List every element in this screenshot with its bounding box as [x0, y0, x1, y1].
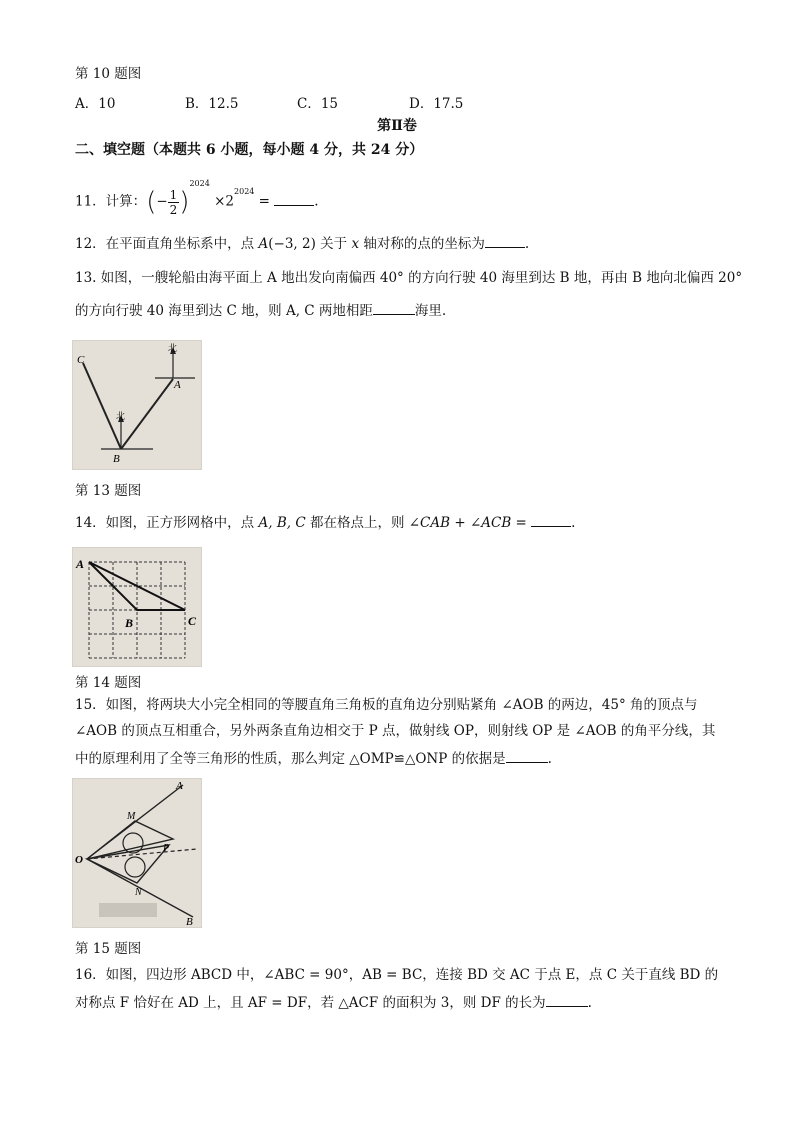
q16-line-2: [75, 992, 592, 1013]
q14-points: A, B, C: [258, 515, 306, 531]
q12-answer-blank[interactable]: [485, 233, 525, 248]
q15-label-p: P: [163, 843, 170, 854]
q12-coords: (−3, 2): [268, 236, 316, 252]
q11-denominator: 2: [169, 202, 178, 217]
q15-figure: [72, 778, 202, 928]
q15-label-m: M: [127, 811, 136, 822]
q13-line-2: [75, 300, 446, 321]
q11-exponent-2: 2024: [234, 187, 255, 196]
section-title: 二、填空题（本题共 6 小题，每小题 4 分，共 24 分）: [75, 142, 424, 158]
q13-line-1: 13. 如图，一艘轮船由海平面上 A 地出发向南偏西 40° 的方向行驶 40 海里到达 B 地，再由 B 地向北偏西 20°: [75, 270, 743, 286]
q13-label-a: A: [174, 379, 181, 391]
q15-label-b: B: [186, 916, 193, 927]
q14-diagram: [73, 548, 201, 666]
q10-figure-caption: 第 10 题图: [75, 66, 142, 82]
q11-right-paren: ): [179, 187, 190, 217]
q15-end: .: [547, 751, 552, 767]
q11-prefix: 11．计算：: [75, 193, 147, 210]
q10-option-a: A．10: [75, 96, 116, 112]
q11-end: .: [314, 193, 319, 210]
q12-text-c: 轴对称的点的坐标为: [363, 236, 485, 252]
q15-hole-upper-icon: [123, 833, 143, 853]
q13-diagram: [73, 341, 201, 469]
q16-line-2-text: 对称点 F 恰好在 AD 上，且 AF = DF，若 △ACF 的面积为 3，则 DF 的长为: [75, 995, 546, 1011]
q11-times: ×2: [214, 193, 235, 210]
q11-numerator: 1: [169, 187, 178, 202]
q13-label-c: C: [77, 354, 85, 366]
q15-triangle-lower: [87, 845, 169, 883]
q11-exponent: 2024: [189, 179, 210, 188]
q14-figure-caption: 第 14 题图: [75, 675, 142, 691]
q15-diagram: [73, 779, 201, 927]
question-11: [75, 178, 319, 218]
q13-label-north-b: 北: [116, 412, 126, 422]
q12-text-a: 12．在平面直角坐标系中，点: [75, 236, 255, 252]
q11-minus: −: [156, 193, 168, 210]
q13-label-north-a: 北: [168, 344, 178, 354]
q14-end: .: [571, 515, 576, 531]
q16-answer-blank[interactable]: [546, 992, 588, 1007]
q14-label-a: A: [76, 557, 85, 571]
q13-line-2-end: 海里.: [414, 303, 447, 319]
q16-line-1: 16．如图，四边形 ABCD 中，∠ABC = 90°，AB = BC，连接 BD 交 AC 于点 E，点 C 关于直线 BD 的: [75, 967, 719, 983]
question-12: [75, 233, 529, 254]
q14-label-c: C: [188, 614, 197, 628]
q15-line-3: [75, 748, 552, 769]
q13-answer-blank[interactable]: [373, 300, 415, 315]
q15-hole-lower-icon: [125, 857, 145, 877]
q14-label-b: B: [125, 616, 134, 630]
q15-line-2: ∠AOB 的顶点互相重合，另外两条直角边相交于 P 点，做射线 OP，则射线 OP 是 ∠AOB 的角平分线，其: [75, 723, 716, 739]
q10-option-b: B．12.5: [185, 96, 239, 112]
q15-label-a: A: [176, 780, 183, 792]
q11-fraction: [168, 188, 180, 217]
q11-equals: =: [258, 193, 270, 210]
q13-label-b: B: [113, 453, 120, 465]
q15-answer-blank[interactable]: [506, 748, 548, 763]
q14-answer-blank[interactable]: [531, 512, 571, 527]
q13-line-bc: [83, 363, 121, 449]
q16-end: .: [587, 995, 592, 1011]
q14-text-b: 都在格点上，则: [309, 515, 405, 531]
q15-label-o: O: [75, 854, 83, 866]
q12-point: A: [258, 236, 269, 252]
q11-answer-blank[interactable]: [274, 191, 314, 206]
q13-line-2-text: 的方向行驶 40 海里到达 C 地，则 A, C 两地相距: [75, 303, 373, 319]
q15-figure-caption: 第 15 题图: [75, 941, 142, 957]
q10-option-d: D．17.5: [409, 96, 464, 112]
q13-figure: [72, 340, 202, 470]
q14-figure: [72, 547, 202, 667]
q10-option-c: C．15: [297, 96, 339, 112]
q15-label-n: N: [135, 887, 142, 898]
q14-text-a: 14．如图，正方形网格中，点: [75, 515, 255, 531]
q11-left-paren: (: [146, 187, 157, 217]
q12-end: .: [524, 236, 530, 252]
q12-text-b: 关于: [320, 236, 348, 252]
q13-line-ba: [121, 379, 173, 449]
part-title: 第Ⅱ卷: [377, 118, 417, 134]
q15-blurred-watermark: [99, 903, 157, 917]
q13-figure-caption: 第 13 题图: [75, 483, 142, 499]
q15-line-3-text: 中的原理利用了全等三角形的性质，那么判定 △OMP≌△ONP 的依据是: [75, 751, 506, 767]
q15-ray-op: [87, 849, 197, 859]
q15-line-1: 15．如图，将两块大小完全相同的等腰直角三角板的直角边分别贴紧角 ∠AOB 的两边，45° 角的顶点与: [75, 697, 698, 713]
question-14: [75, 512, 575, 533]
q14-expression: ∠CAB + ∠ACB =: [408, 515, 527, 531]
q12-axis: x: [351, 236, 360, 252]
